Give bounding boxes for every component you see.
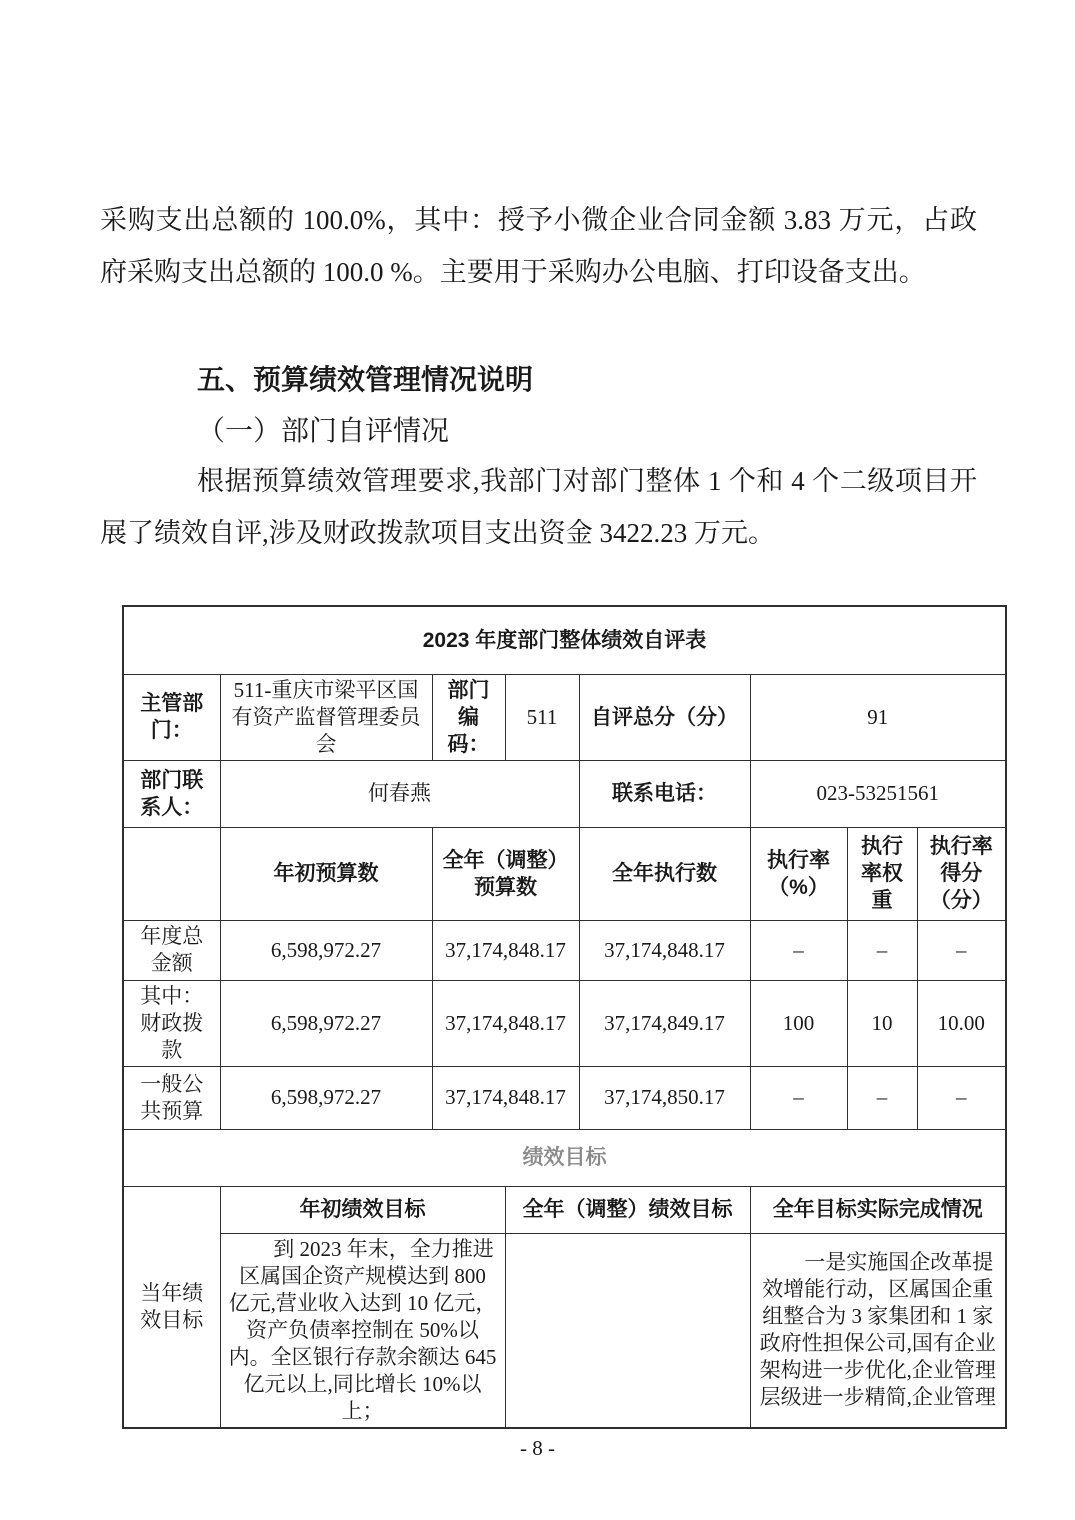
- cell-initial: 6,598,972.27: [220, 920, 432, 980]
- goals-header-initial: 年初绩效目标: [220, 1186, 505, 1233]
- cell-executed: 37,174,849.17: [579, 980, 750, 1066]
- table-row: [123, 760, 1006, 827]
- contact-label: 部门联系人：: [123, 760, 220, 827]
- budget-header-weight: 执行率权重: [847, 827, 917, 920]
- goal-initial-paragraph: 到 2023 年末，全力推进区属国企资产规模达到 800 亿元,营业收入达到 10 亿元，资产负债率控制在 50%以内。全区银行存款余额达 645 亿元以上,同比增长 10%以上；: [228, 1236, 497, 1423]
- goal-adjusted-text: [505, 1233, 750, 1428]
- cell-score: –: [917, 920, 1006, 980]
- score-label: 自评总分（分）: [579, 674, 750, 760]
- budget-header-initial: 年初预算数: [220, 827, 432, 920]
- cell-adjusted: 37,174,848.17: [432, 980, 579, 1066]
- goals-section-title: 绩效目标: [123, 1129, 1006, 1186]
- goal-actual-paragraph: 一是实施国企改革提效增能行动，区属国企重组整合为 3 家集团和 1 家政府性担保公司,国有企业架构进一步优化,企业管理层级进一步精简,企业管理: [759, 1250, 996, 1409]
- subsection-heading: （一）部门自评情况: [197, 416, 450, 447]
- phone-value: 023-53251561: [750, 760, 1006, 827]
- goals-header-actual: 全年目标实际完成情况: [750, 1186, 1006, 1233]
- score-value: 91: [750, 674, 1006, 760]
- goals-header-row: [123, 1186, 1006, 1233]
- paragraph-intro: 根据预算绩效管理要求,我部门对部门整体 1 个和 4 个二级项目开展了绩效自评,涉及财政拨款项目支出资金 3422.23 万元。: [100, 466, 977, 548]
- goals-body-row: [123, 1233, 1006, 1428]
- budget-row-label: 其中：财政拨款: [123, 980, 220, 1066]
- budget-row-public: [123, 1066, 1006, 1129]
- cell-initial: 6,598,972.27: [220, 1066, 432, 1129]
- self-evaluation-table: [122, 605, 1007, 1429]
- cell-score: 10.00: [917, 980, 1006, 1066]
- cell-rate: 100: [750, 980, 847, 1066]
- budget-header-rate: 执行率（%）: [750, 827, 847, 920]
- table-row: [123, 606, 1006, 674]
- code-label: 部门编码：: [432, 674, 505, 760]
- cell-score: –: [917, 1066, 1006, 1129]
- table-title: 2023 年度部门整体绩效自评表: [123, 606, 1006, 674]
- cell-rate: –: [750, 920, 847, 980]
- cell-weight: 10: [847, 980, 917, 1066]
- dept-label: 主管部门：: [123, 674, 220, 760]
- cell-initial: 6,598,972.27: [220, 980, 432, 1066]
- cell-adjusted: 37,174,848.17: [432, 920, 579, 980]
- budget-header-adjusted: 全年（调整）预算数: [432, 827, 579, 920]
- budget-header-row: [123, 827, 1006, 920]
- code-value: 511: [505, 674, 579, 760]
- goal-initial-text: [220, 1233, 505, 1428]
- budget-header-executed: 全年执行数: [579, 827, 750, 920]
- goals-section-row: [123, 1129, 1006, 1186]
- goal-actual-text: [750, 1233, 1006, 1428]
- goals-header-adjusted: 全年（调整）绩效目标: [505, 1186, 750, 1233]
- cell-weight: –: [847, 1066, 917, 1129]
- budget-row-total: [123, 920, 1006, 980]
- cell-executed: 37,174,850.17: [579, 1066, 750, 1129]
- budget-row-label: 一般公共预算: [123, 1066, 220, 1129]
- cell-executed: 37,174,848.17: [579, 920, 750, 980]
- page-number: - 8 -: [520, 1436, 555, 1460]
- contact-value: 何春燕: [220, 760, 579, 827]
- cell-weight: –: [847, 920, 917, 980]
- cell-adjusted: 37,174,848.17: [432, 1066, 579, 1129]
- section-heading: 五、预算绩效管理情况说明: [197, 364, 534, 395]
- budget-header-score: 执行率得分（分）: [917, 827, 1006, 920]
- budget-header-empty: [123, 827, 220, 920]
- budget-row-label: 年度总金额: [123, 920, 220, 980]
- cell-rate: –: [750, 1066, 847, 1129]
- table-row: [123, 674, 1006, 760]
- budget-row-fiscal: [123, 980, 1006, 1066]
- phone-label: 联系电话：: [579, 760, 750, 827]
- goals-row-label: 当年绩效目标: [123, 1186, 220, 1428]
- paragraph-procurement: 采购支出总额的 100.0%，其中：授予小微企业合同金额 3.83 万元，占政府采购支出总额的 100.0 %。主要用于采购办公电脑、打印设备支出。: [100, 205, 977, 287]
- dept-value: 511-重庆市梁平区国有资产监督管理委员会: [220, 674, 432, 760]
